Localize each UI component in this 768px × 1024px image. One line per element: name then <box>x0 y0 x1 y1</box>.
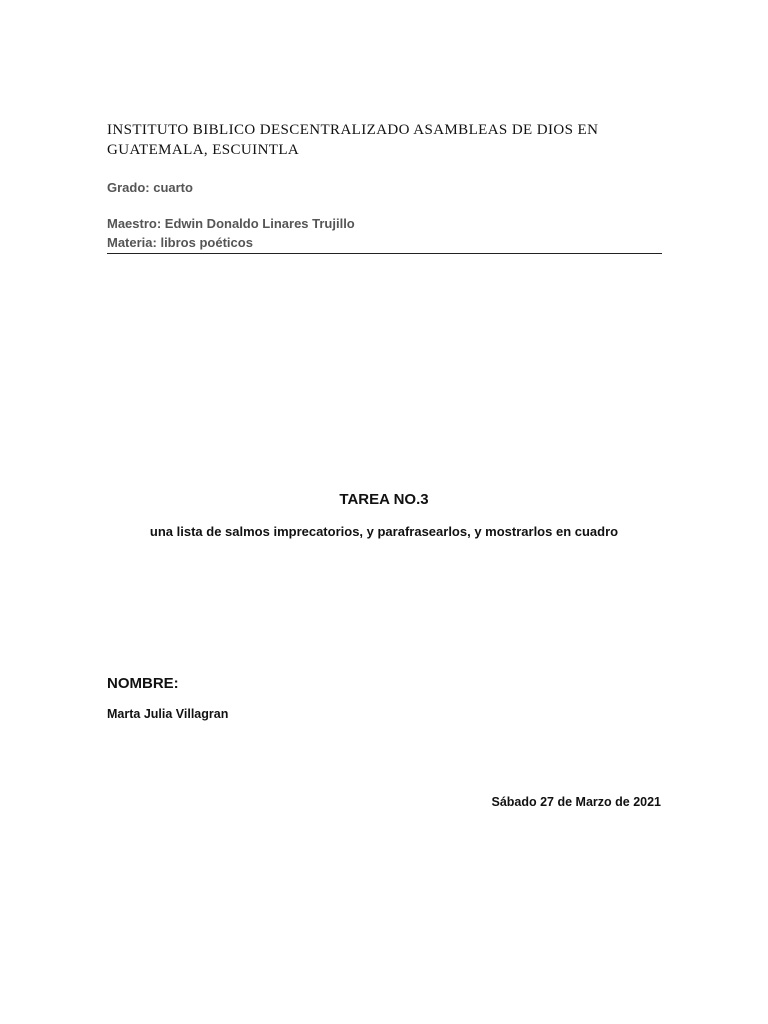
subject-line: Materia: libros poéticos <box>107 235 253 250</box>
name-label: NOMBRE: <box>107 675 179 692</box>
header-divider <box>107 253 662 254</box>
document-date: Sábado 27 de Marzo de 2021 <box>491 795 661 809</box>
teacher-line: Maestro: Edwin Donaldo Linares Trujillo <box>107 216 355 231</box>
assignment-description: una lista de salmos imprecatorios, y parafrasearlos, y mostrarlos en cuadro <box>149 524 619 539</box>
assignment-title: TAREA NO.3 <box>339 491 429 508</box>
student-name: Marta Julia Villagran <box>107 707 229 721</box>
institution-name: INSTITUTO BIBLICO DESCENTRALIZADO ASAMBLEAS DE DIOS EN GUATEMALA, ESCUINTLA <box>107 122 599 158</box>
grade-line: Grado: cuarto <box>107 180 193 195</box>
